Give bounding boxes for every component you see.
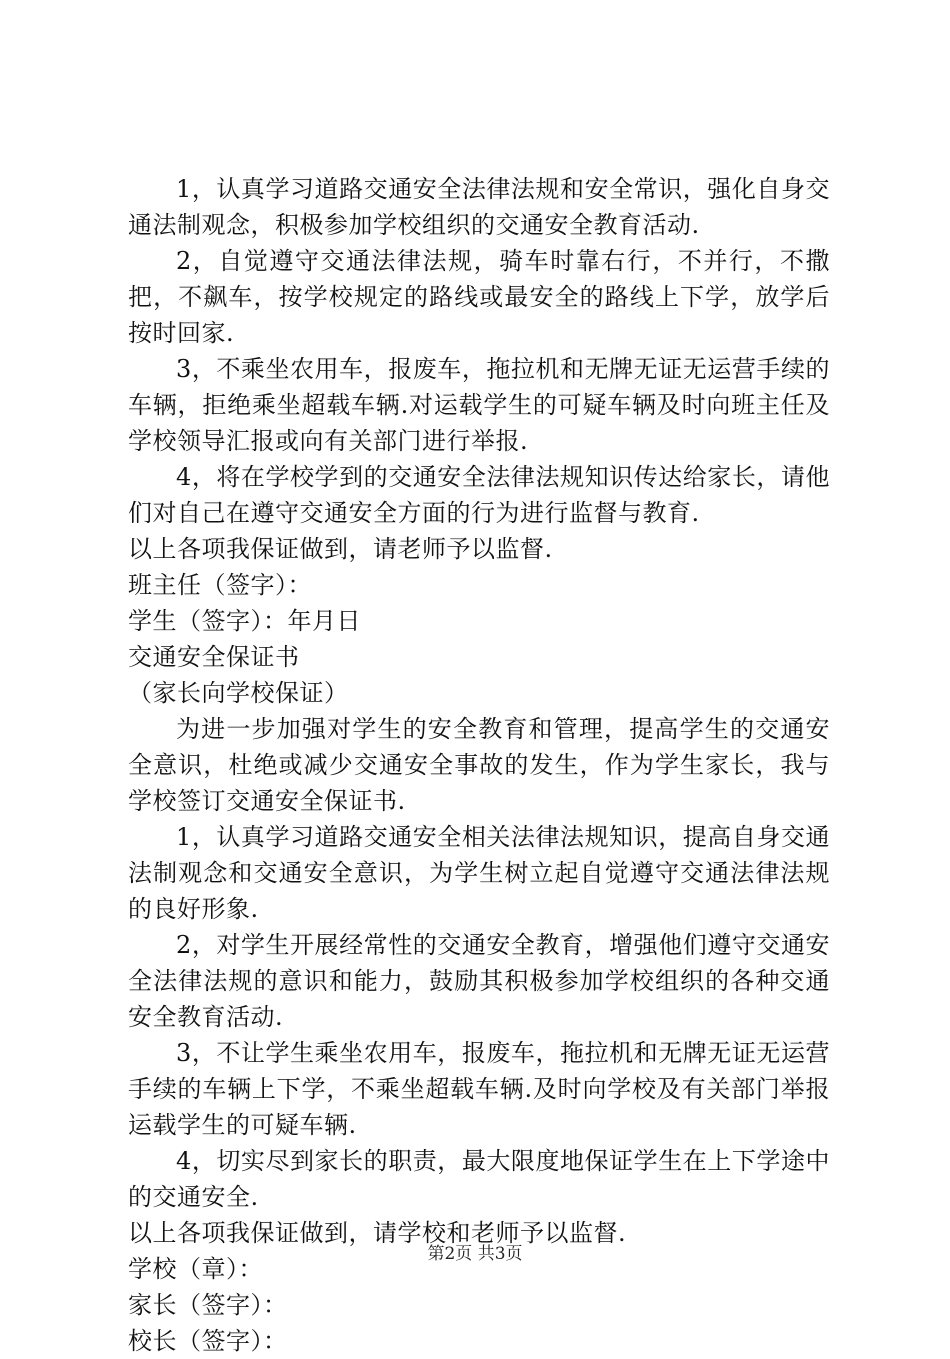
pledge-item-3: 3，不乘坐农用车，报废车，拖拉机和无牌无证无运营手续的车辆，拒绝乘坐超载车辆.对运载学生的可疑车辆及时向班主任及学校领导汇报或向有关部门进行举报. — [128, 355, 830, 455]
section-intro: 为进一步加强对学生的安全教育和管理，提高学生的交通安全意识，杜绝或减少交通安全事故的发生，作为学生家长，我与学校签订交通安全保证书. — [128, 715, 830, 815]
pledge-item-4: 4，将在学校学到的交通安全法律法规知识传达给家长，请他们对自己在遵守交通安全方面的行为进行监督与教育. — [128, 463, 830, 527]
parent-pledge-item-3: 3，不让学生乘坐农用车，报废车，拖拉机和无牌无证无运营手续的车辆上下学，不乘坐超载车辆.及时向学校及有关部门举报运载学生的可疑车辆. — [128, 1039, 830, 1139]
student-signature-line: 学生（签字）：年月日 — [128, 607, 361, 635]
teacher-signature-line: 班主任（签字）： — [128, 571, 312, 599]
pledge-item-1: 1，认真学习道路交通安全法律法规和安全常识，强化自身交通法制观念，积极参加学校组织的交通安全教育活动. — [128, 175, 830, 239]
school-seal-line: 学校（章）： — [128, 1255, 263, 1283]
principal-signature-line: 校长（签字）： — [128, 1327, 288, 1355]
pledge-item-2: 2，自觉遵守交通法律法规，骑车时靠右行，不并行，不撒把，不飙车，按学校规定的路线或最安全的路线上下学，放学后按时回家. — [128, 247, 830, 347]
pledge-closing: 以上各项我保证做到，请老师予以监督. — [128, 535, 553, 563]
parent-signature-line: 家长（签字）： — [128, 1291, 288, 1319]
page-number: 第2页 共3页 — [427, 1244, 523, 1264]
parent-pledge-closing: 以上各项我保证做到，请学校和老师予以监督. — [128, 1219, 627, 1247]
parent-pledge-item-4: 4，切实尽到家长的职责，最大限度地保证学生在上下学途中的交通安全. — [128, 1147, 830, 1211]
document-body — [128, 171, 830, 1359]
page-footer — [0, 1242, 950, 1266]
section-title: 交通安全保证书 — [128, 643, 300, 671]
parent-pledge-item-2: 2，对学生开展经常性的交通安全教育，增强他们遵守交通安全法律法规的意识和能力，鼓励其积极参加学校组织的各种交通安全教育活动. — [128, 931, 830, 1031]
section-subtitle: （家长向学校保证） — [128, 679, 349, 707]
parent-pledge-item-1: 1，认真学习道路交通安全相关法律法规知识，提高自身交通法制观念和交通安全意识，为学生树立起自觉遵守交通法律法规的良好形象. — [128, 823, 830, 923]
